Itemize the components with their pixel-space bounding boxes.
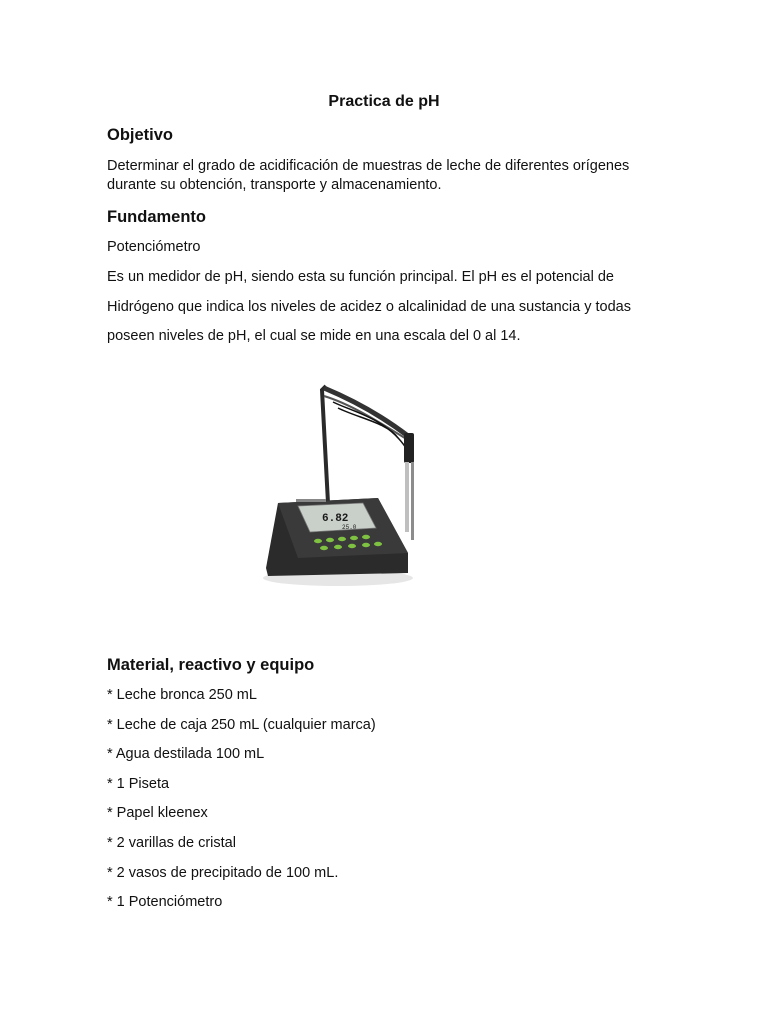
ph-meter-display-sub: 25.0 <box>342 524 357 531</box>
ph-meter-image <box>258 378 428 593</box>
fundamento-heading: Fundamento <box>107 208 206 226</box>
fundamento-line-1: Es un medidor de pH, siendo esta su función principal. El pH es el potencial de <box>107 269 614 285</box>
objetivo-text: Determinar el grado de acidificación de muestras de leche de diferentes orígenes durante su obtención, transporte y almacenamiento. <box>107 158 630 193</box>
fundamento-line-3: poseen niveles de pH, el cual se mide en una escala del 0 al 14. <box>107 328 521 344</box>
material-item: * 2 vasos de precipitado de 100 mL. <box>107 865 339 881</box>
objetivo-heading: Objetivo <box>107 126 174 144</box>
material-item: * Leche de caja 250 mL (cualquier marca) <box>107 717 376 733</box>
ph-meter-icon <box>258 378 428 593</box>
material-item: * 1 Potenciómetro <box>107 894 223 910</box>
material-item: * 2 varillas de cristal <box>107 835 236 851</box>
fundamento-line-2: Hidrógeno que indica los niveles de acidez o alcalinidad de una sustancia y todas <box>107 299 631 315</box>
fundamento-subheading: Potenciómetro <box>107 239 201 255</box>
material-item: * Leche bronca 250 mL <box>107 687 257 703</box>
material-item: * Papel kleenex <box>107 805 208 821</box>
page-title: Practica de pH <box>328 93 440 110</box>
material-item: * Agua destilada 100 mL <box>107 746 265 762</box>
material-heading: Material, reactivo y equipo <box>107 656 315 674</box>
ph-meter-display-main: 6.82 <box>322 513 349 525</box>
material-item: * 1 Piseta <box>107 776 170 792</box>
